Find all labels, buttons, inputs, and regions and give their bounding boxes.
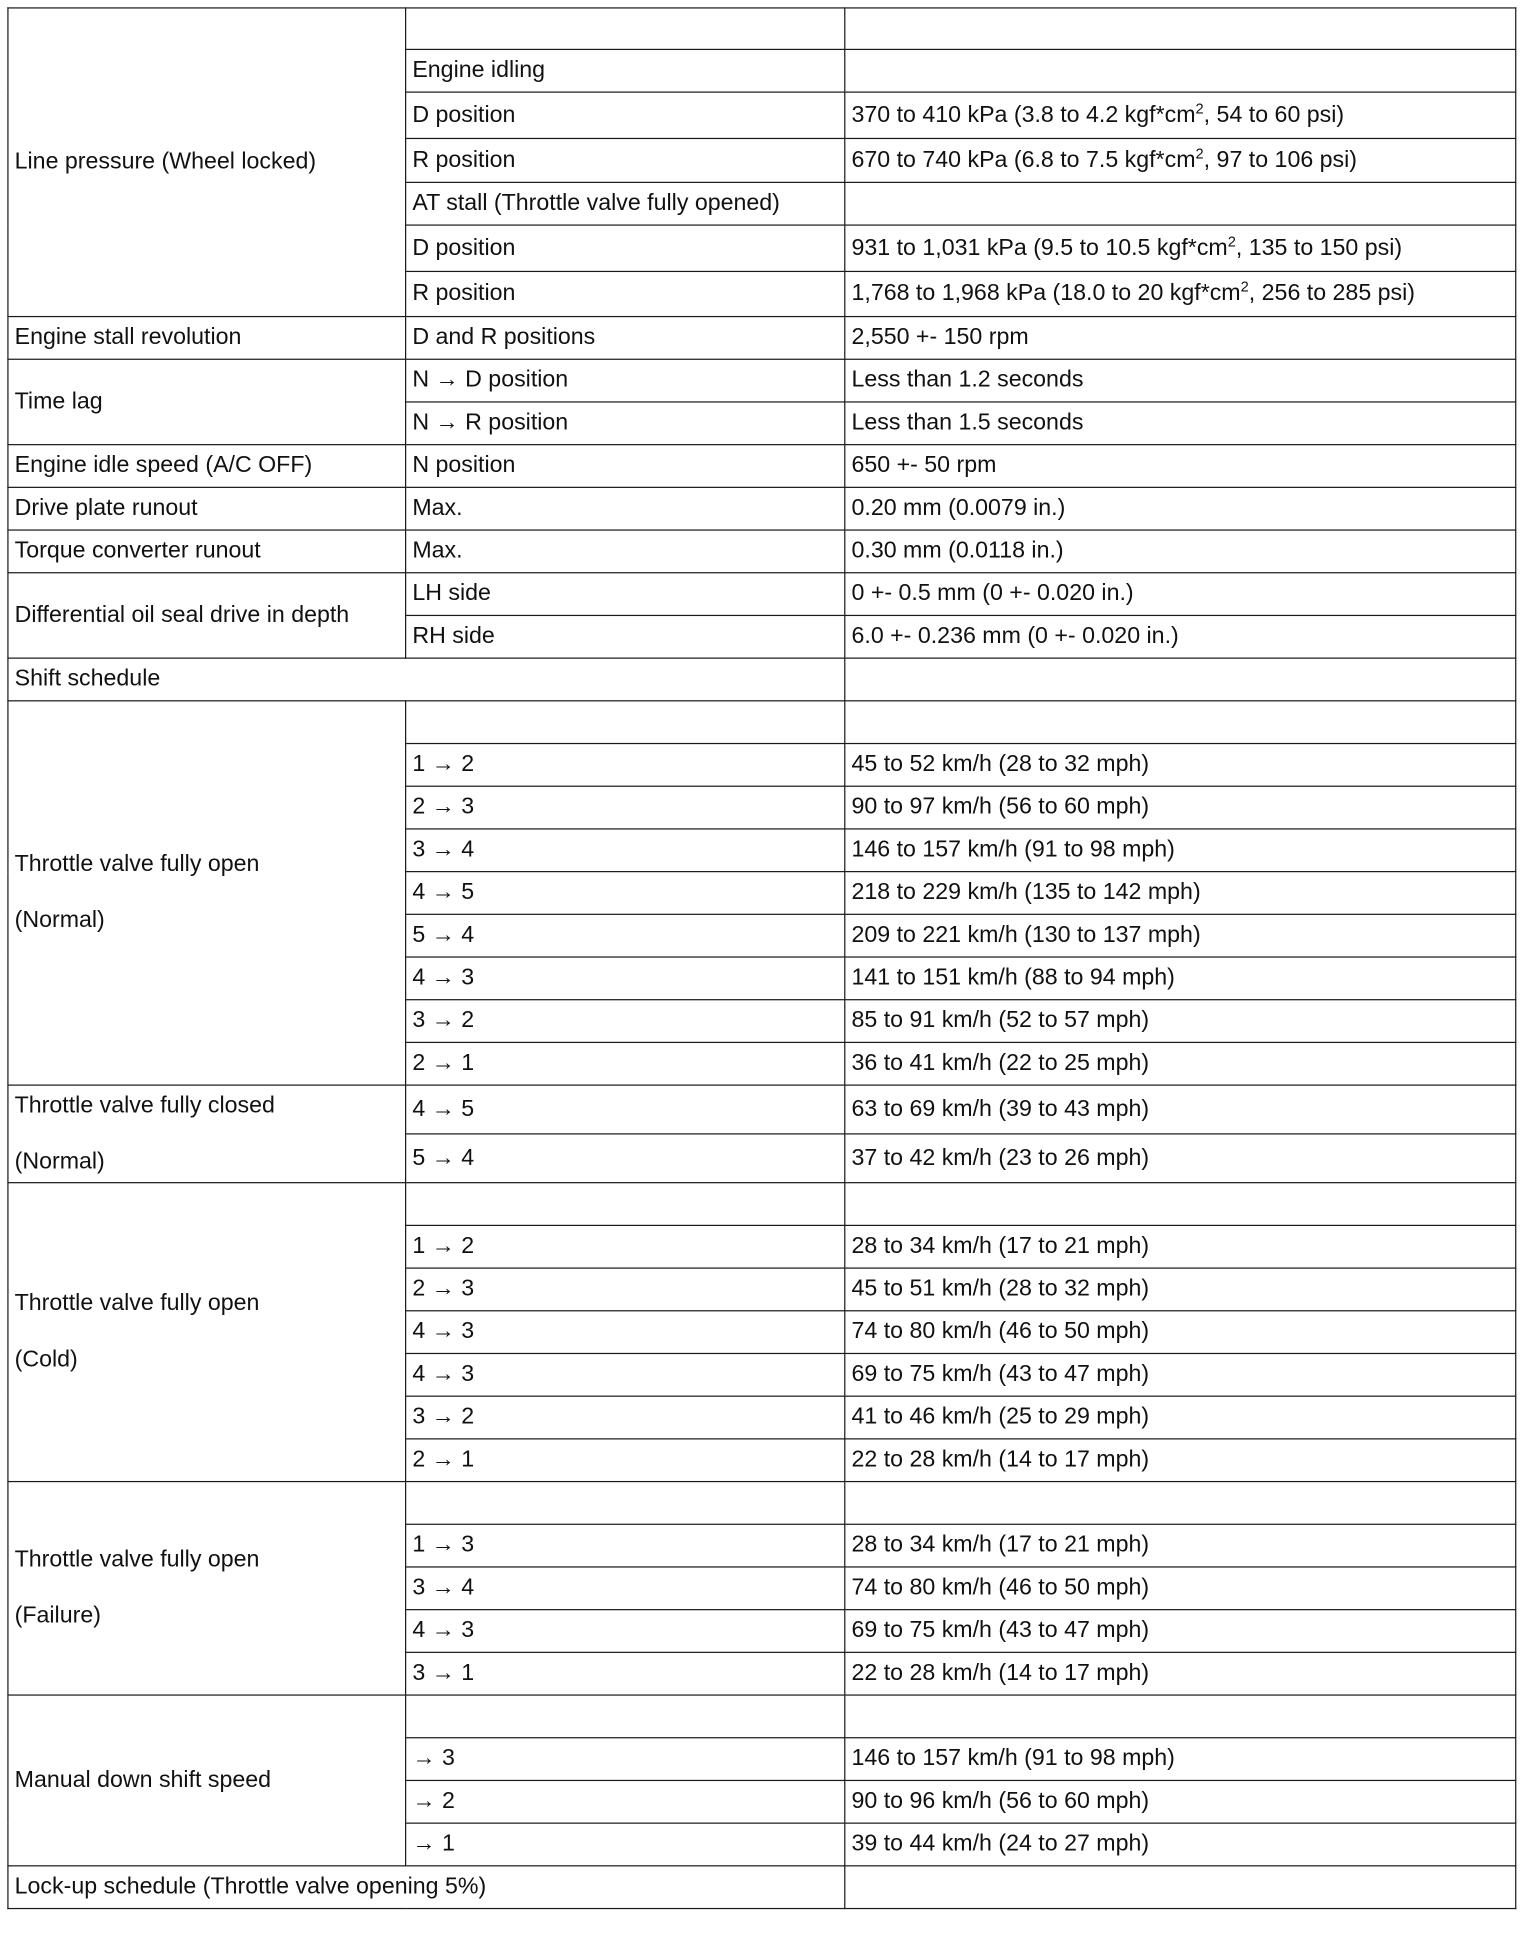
table-row [8,1866,1516,1909]
speed-cell: 218 to 229 km/h (135 to 142 mph) [845,872,1516,915]
speed-cell: 90 to 96 km/h (56 to 60 mph) [845,1780,1516,1823]
empty-cell [406,1482,845,1525]
value-cell: 0 +- 0.5 mm (0 +- 0.020 in.) [845,573,1516,616]
speed-cell: 22 to 28 km/h (14 to 17 mph) [845,1652,1516,1695]
speed-cell: 69 to 75 km/h (43 to 47 mph) [845,1610,1516,1653]
table-row [8,1695,1516,1738]
empty-cell [845,1695,1516,1738]
speed-cell: 146 to 157 km/h (91 to 98 mph) [845,1738,1516,1781]
table-row [8,658,1516,701]
table-row [8,445,1516,488]
shift-cell: 2 → 3 [406,786,845,829]
shift-cell: 1 → 3 [406,1524,845,1567]
condition-cell: R position [406,138,845,182]
table-row [8,1085,1516,1134]
empty-cell [845,1482,1516,1525]
speed-cell: 28 to 34 km/h (17 to 21 mph) [845,1524,1516,1567]
empty-cell [845,49,1516,92]
row-label [8,1085,406,1183]
condition-cell: D position [406,92,845,138]
shift-cell: 4 → 5 [406,1085,845,1134]
shift-cell: 2 → 3 [406,1268,845,1311]
empty-cell [845,8,1516,49]
empty-cell [845,701,1516,744]
row-label: Manual down shift speed [8,1695,406,1866]
shift-cell: → 3 [406,1738,845,1781]
row-label [8,701,406,1085]
condition-cell: N position [406,445,845,488]
shift-cell: 2 → 1 [406,1042,845,1085]
speed-cell: 90 to 97 km/h (56 to 60 mph) [845,786,1516,829]
value-cell: 0.20 mm (0.0079 in.) [845,487,1516,530]
row-label: Time lag [8,359,406,444]
table-row [8,487,1516,530]
speed-cell: 85 to 91 km/h (52 to 57 mph) [845,1000,1516,1043]
speed-cell: 74 to 80 km/h (46 to 50 mph) [845,1567,1516,1610]
shift-cell: → 1 [406,1823,845,1866]
empty-cell [845,182,1516,225]
row-label-line1: Throttle valve fully open [14,851,260,878]
condition-cell: LH side [406,573,845,616]
shift-cell: 3 → 2 [406,1396,845,1439]
value-cell: Less than 1.2 seconds [845,359,1516,402]
row-label-line2: (Normal) [14,907,105,934]
row-label [8,1183,406,1482]
speed-cell: 37 to 42 km/h (23 to 26 mph) [845,1134,1516,1183]
speed-cell: 39 to 44 km/h (24 to 27 mph) [845,1823,1516,1866]
specifications-table [7,7,1516,1909]
row-label: Engine idle speed (A/C OFF) [8,445,406,488]
condition-cell: Max. [406,487,845,530]
row-label: Drive plate runout [8,487,406,530]
superscript: 2 [1240,278,1249,296]
speed-cell: 28 to 34 km/h (17 to 21 mph) [845,1225,1516,1268]
speed-cell: 41 to 46 km/h (25 to 29 mph) [845,1396,1516,1439]
condition-cell: Engine idling [406,49,845,92]
value-cell [845,225,1516,271]
row-label-line1: Throttle valve fully open [14,1290,260,1317]
empty-cell [845,1183,1516,1226]
shift-cell: 5 → 4 [406,914,845,957]
row-label-line1: Throttle valve fully closed [14,1092,275,1119]
row-label [8,1482,406,1695]
shift-cell: 4 → 3 [406,957,845,1000]
table-row [8,701,1516,744]
shift-cell: 2 → 1 [406,1439,845,1482]
speed-cell: 146 to 157 km/h (91 to 98 mph) [845,829,1516,872]
empty-cell [845,658,1516,701]
row-label: Differential oil seal drive in depth [8,573,406,658]
value-text: , 256 to 285 psi) [1248,280,1416,307]
value-cell: Less than 1.5 seconds [845,402,1516,445]
shift-cell: 4 → 3 [406,1353,845,1396]
shift-cell: 1 → 2 [406,1225,845,1268]
value-cell: 650 +- 50 rpm [845,445,1516,488]
empty-cell [845,1866,1516,1909]
table-row [8,359,1516,402]
value-cell [845,138,1516,182]
table-row [8,530,1516,573]
condition-cell: RH side [406,615,845,658]
value-cell: 6.0 +- 0.236 mm (0 +- 0.020 in.) [845,615,1516,658]
table-row [8,573,1516,616]
row-label: Line pressure (Wheel locked) [8,8,406,317]
condition-cell: N → R position [406,402,845,445]
shift-cell: → 2 [406,1780,845,1823]
row-label-line2: (Normal) [14,1148,105,1175]
condition-cell: D position [406,225,845,271]
empty-cell [406,8,845,49]
speed-cell: 45 to 52 km/h (28 to 32 mph) [845,744,1516,787]
superscript: 2 [1195,144,1204,162]
value-text: , 97 to 106 psi) [1203,146,1358,173]
speed-cell: 63 to 69 km/h (39 to 43 mph) [845,1085,1516,1134]
shift-cell: 3 → 4 [406,1567,845,1610]
value-text: 1,768 to 1,968 kPa (18.0 to 20 kgf*cm [851,280,1241,307]
shift-cell: 4 → 5 [406,872,845,915]
value-cell [845,92,1516,138]
empty-cell [406,701,845,744]
row-label: Engine stall revolution [8,317,406,360]
section-heading: Lock-up schedule (Throttle valve opening 5%) [8,1866,845,1909]
condition-cell: D and R positions [406,317,845,360]
value-cell: 0.30 mm (0.0118 in.) [845,530,1516,573]
table-row [8,1183,1516,1226]
empty-cell [406,1695,845,1738]
table-row [8,1482,1516,1525]
speed-cell: 45 to 51 km/h (28 to 32 mph) [845,1268,1516,1311]
shift-cell: 4 → 3 [406,1610,845,1653]
row-label-line1: Throttle valve fully open [14,1546,260,1573]
condition-cell: R position [406,271,845,316]
speed-cell: 74 to 80 km/h (46 to 50 mph) [845,1311,1516,1354]
speed-cell: 141 to 151 km/h (88 to 94 mph) [845,957,1516,1000]
value-text: 370 to 410 kPa (3.8 to 4.2 kgf*cm [851,101,1196,128]
condition-cell: Max. [406,530,845,573]
condition-cell: AT stall (Throttle valve fully opened) [406,182,845,225]
empty-cell [406,1183,845,1226]
shift-cell: 5 → 4 [406,1134,845,1183]
row-label-line2: (Cold) [14,1346,78,1373]
speed-cell: 36 to 41 km/h (22 to 25 mph) [845,1042,1516,1085]
speed-cell: 69 to 75 km/h (43 to 47 mph) [845,1353,1516,1396]
shift-cell: 3 → 1 [406,1652,845,1695]
shift-cell: 3 → 4 [406,829,845,872]
row-label-line2: (Failure) [14,1602,101,1629]
superscript: 2 [1227,232,1236,250]
table-row [8,317,1516,360]
row-label: Torque converter runout [8,530,406,573]
section-heading: Shift schedule [8,658,845,701]
value-text: 931 to 1,031 kPa (9.5 to 10.5 kgf*cm [851,234,1228,261]
superscript: 2 [1195,99,1204,117]
value-cell [845,271,1516,316]
table-row [8,8,1516,49]
value-cell: 2,550 +- 150 rpm [845,317,1516,360]
value-text: 670 to 740 kPa (6.8 to 7.5 kgf*cm [851,146,1196,173]
shift-cell: 4 → 3 [406,1311,845,1354]
speed-cell: 209 to 221 km/h (130 to 137 mph) [845,914,1516,957]
speed-cell: 22 to 28 km/h (14 to 17 mph) [845,1439,1516,1482]
value-text: , 54 to 60 psi) [1203,101,1345,128]
value-text: , 135 to 150 psi) [1235,234,1403,261]
condition-cell: N → D position [406,359,845,402]
shift-cell: 1 → 2 [406,744,845,787]
shift-cell: 3 → 2 [406,1000,845,1043]
